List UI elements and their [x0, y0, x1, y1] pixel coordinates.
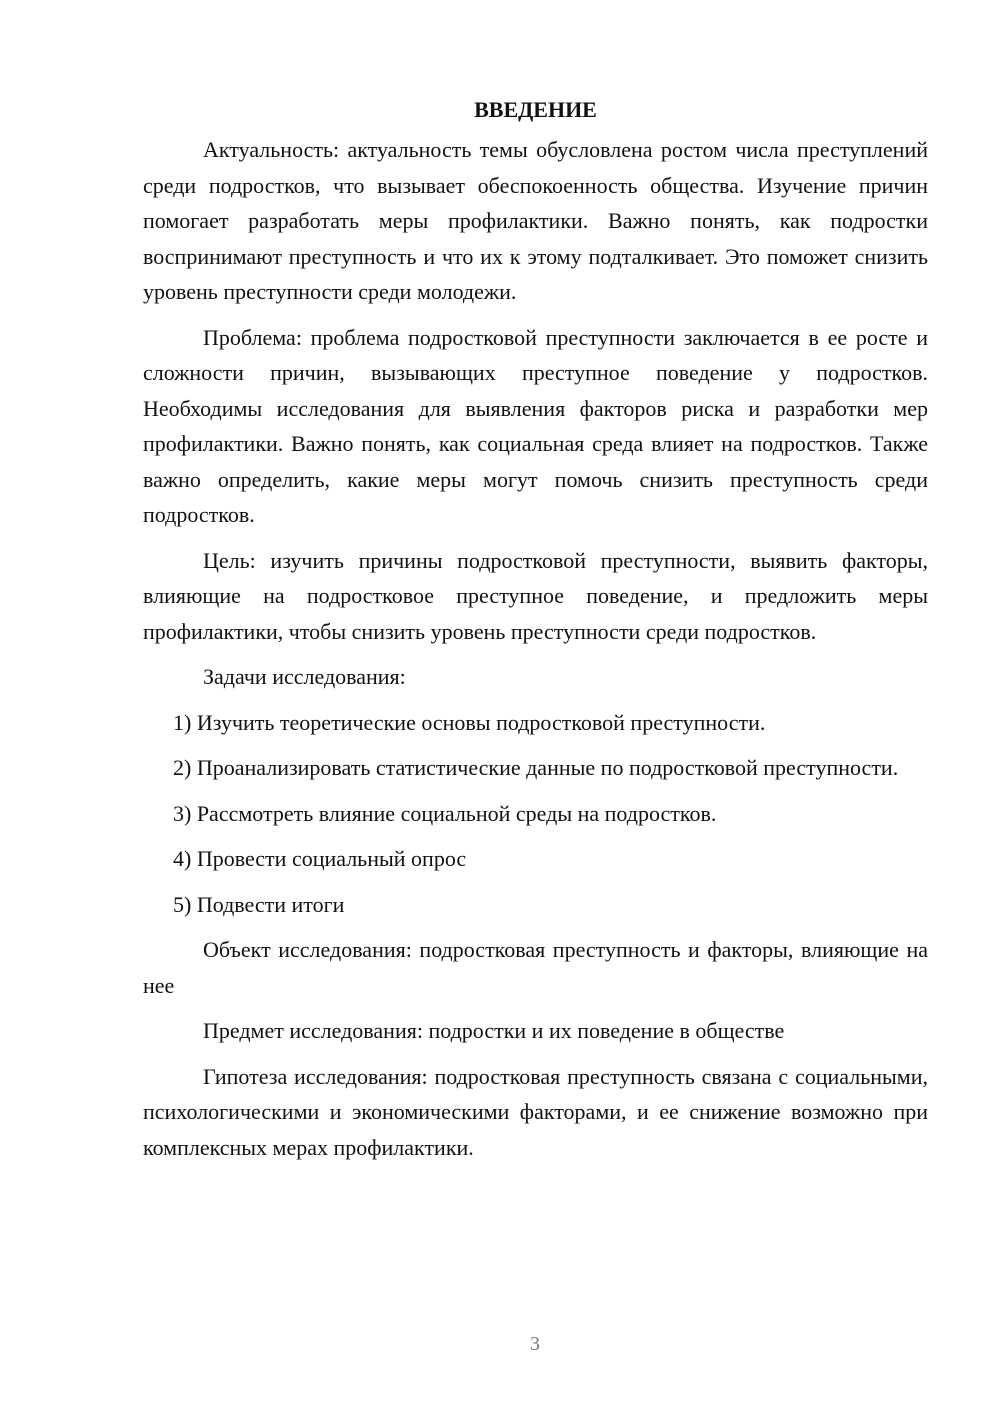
task-item: 1) Изучить теоретические основы подростковой преступности.: [173, 709, 766, 735]
task-item: 3) Рассмотреть влияние социальной среды на подростков.: [173, 800, 717, 826]
paragraph-relevance: Актуальность: актуальность темы обусловлена ростом числа преступлений среди подростков, что вызывает обеспокоенность общества. Изучение причин помогает разработать меры профилактики. Важно понять, как подростки воспринимают преступность и что их к этому подталкивает. Это поможет снизить уровень преступности среди молодежи.: [143, 137, 928, 304]
task-item: 4) Провести социальный опрос: [173, 846, 467, 871]
paragraph-problem: Проблема: проблема подростковой преступности заключается в ее росте и сложности причин, вызывающих преступное поведение у подростков. Необходимы исследования для выявления факторов риска и разработки мер профилактики. Важно понять, как социальная среда влияет на подростков. Также важно определить, какие меры могут помочь снизить преступность среди подростков.: [143, 324, 928, 527]
paragraph-tasks-intro: Задачи исследования:: [203, 664, 406, 689]
task-item: 2) Проанализировать статистические данные по подростковой преступности.: [173, 755, 899, 780]
page-number: 3: [530, 1333, 540, 1355]
section-heading: ВВЕДЕНИЕ: [474, 97, 597, 122]
document-page: [143, 92, 928, 1175]
paragraph-hypothesis: Гипотеза исследования: подростковая преступность связана с социальными, психологическими и экономическими факторами, и ее снижение возможно при комплексных мерах профилактики.: [143, 1063, 928, 1160]
task-item: 5) Подвести итоги: [173, 891, 345, 917]
paragraph-subject: Предмет исследования: подростки и их поведение в обществе: [203, 1018, 785, 1043]
paragraph-object: Объект исследования: подростковая преступность и факторы, влияющие на нее: [143, 937, 928, 998]
paragraph-goal: Цель: изучить причины подростковой преступности, выявить факторы, влияющие на подростковое преступное поведение, и предложить меры профилактики, чтобы снизить уровень преступности среди подростков.: [143, 547, 928, 644]
